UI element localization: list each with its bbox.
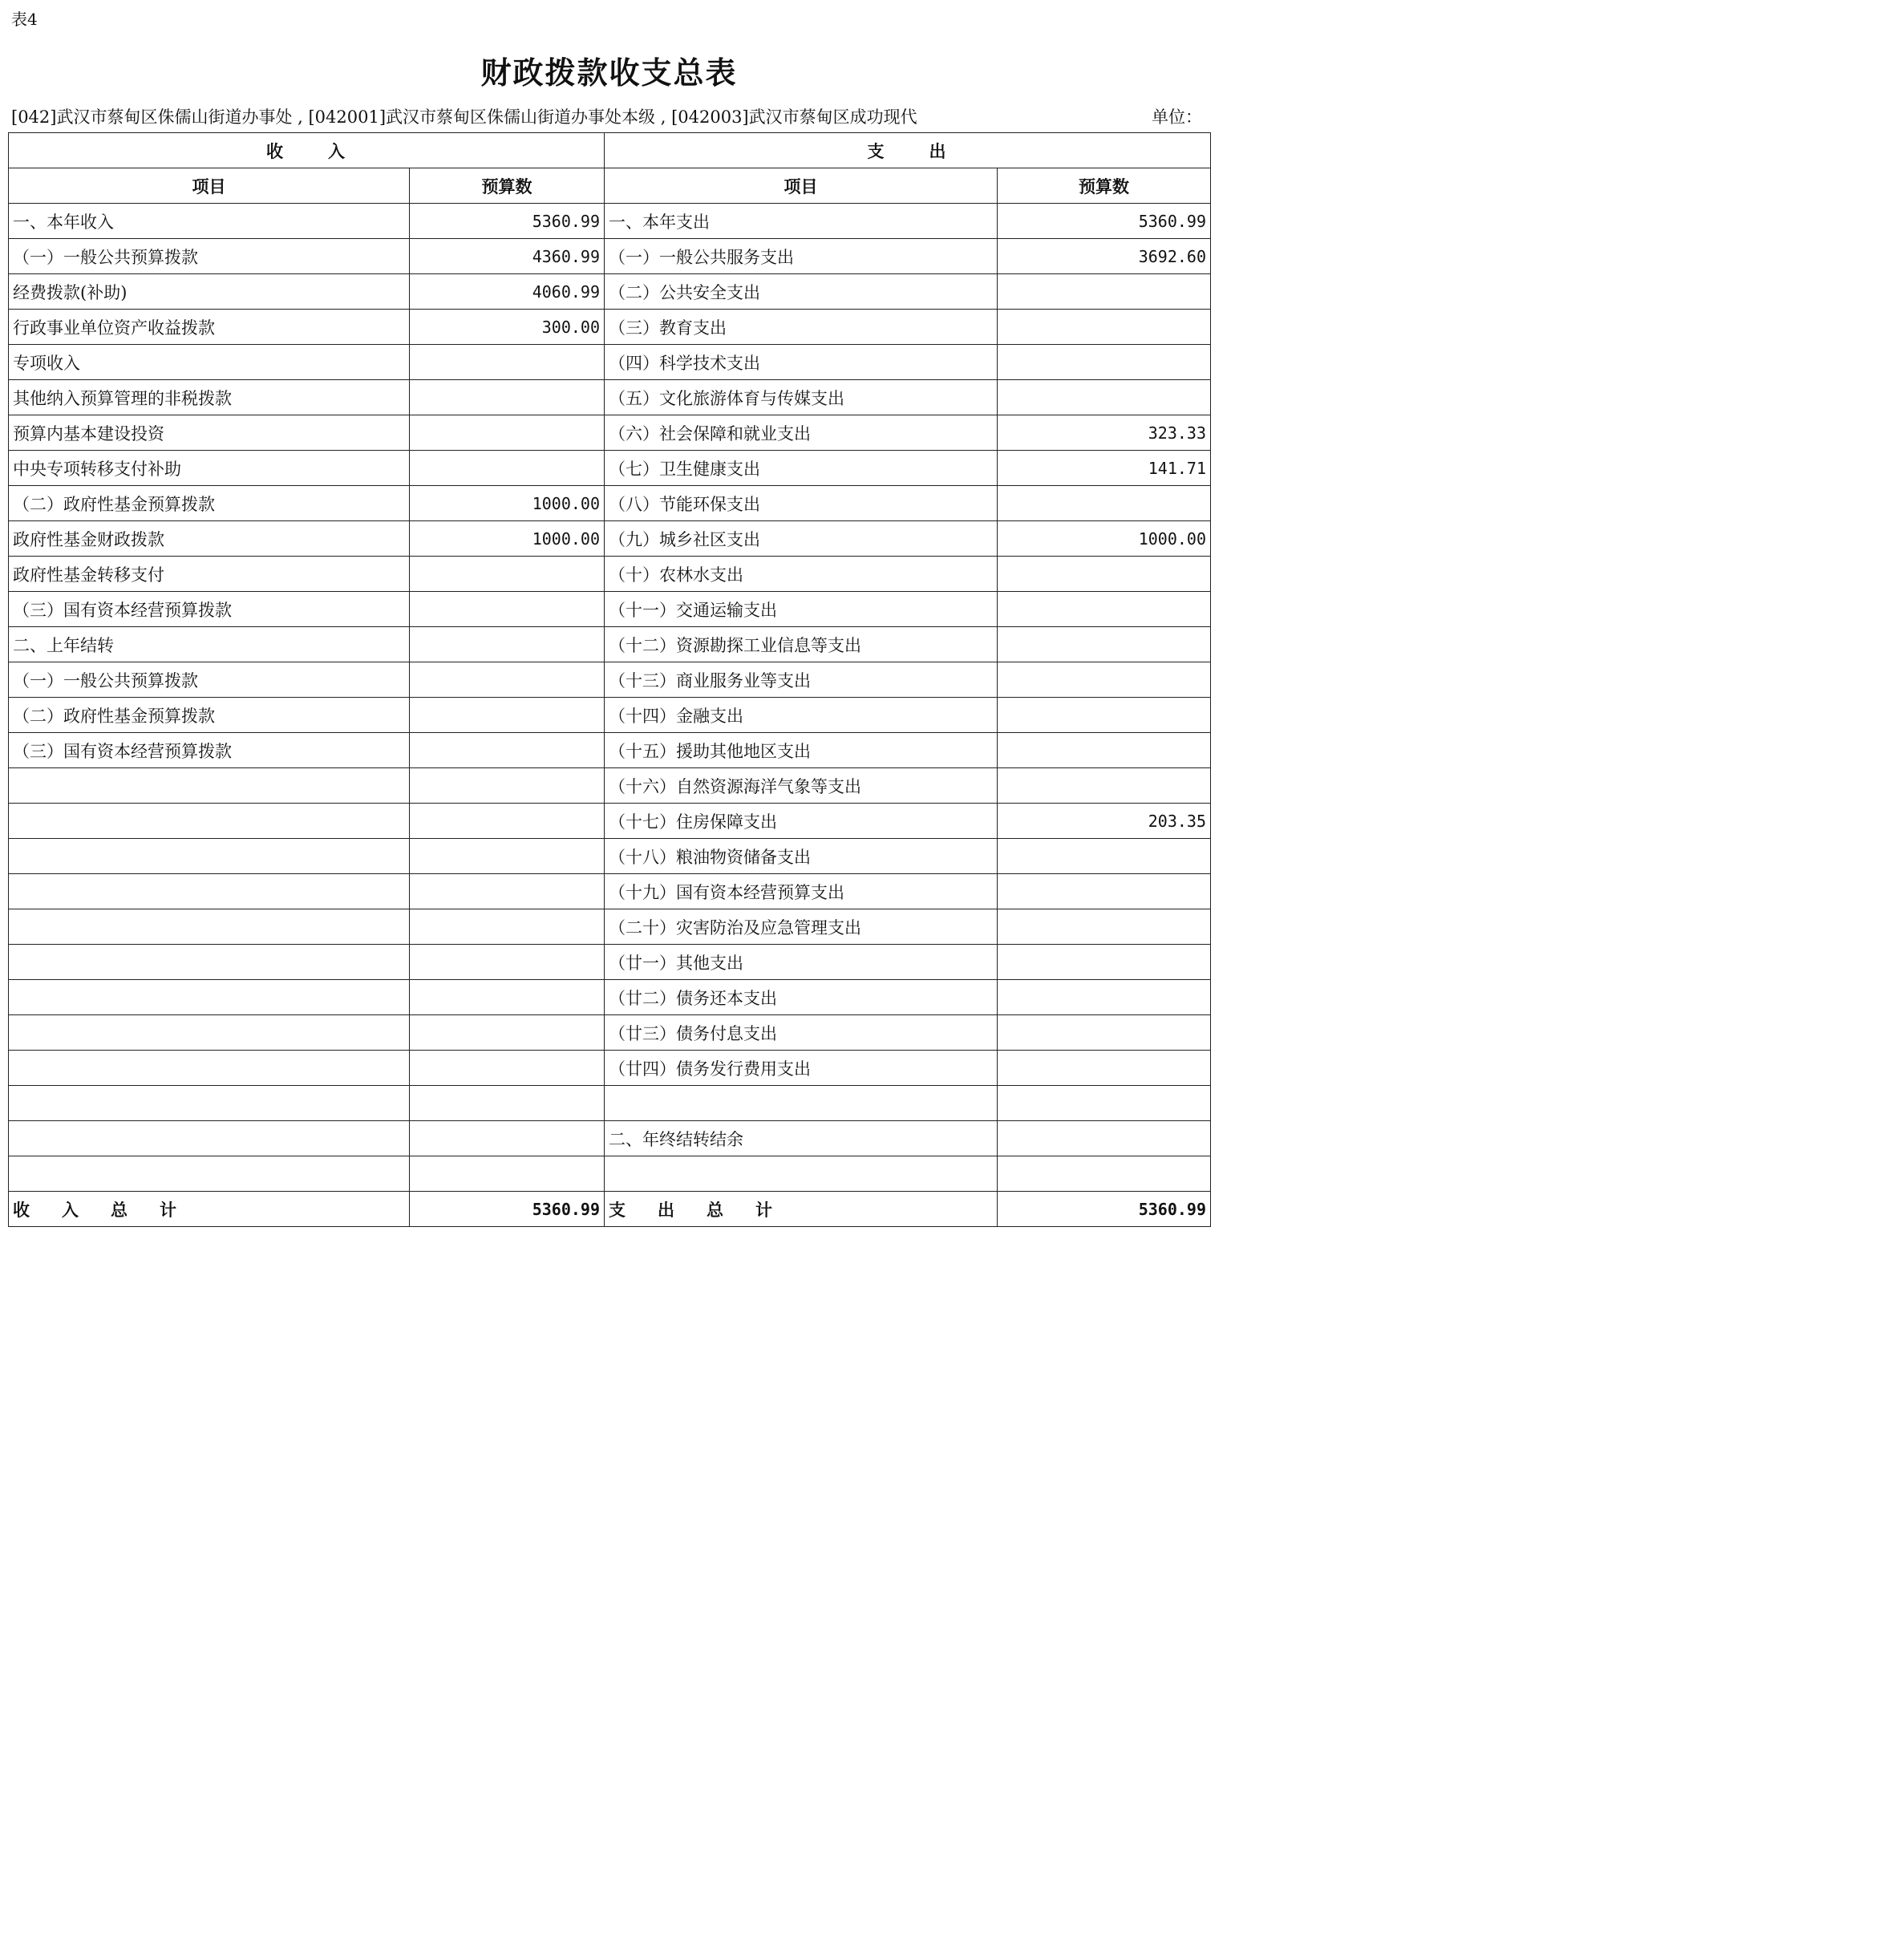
income-item-cell: （一）一般公共预算拨款 (9, 239, 410, 274)
expense-budget-cell (998, 592, 1211, 627)
income-budget-cell (410, 1156, 605, 1192)
expense-item-cell: （七）卫生健康支出 (605, 451, 998, 486)
income-total-value: 5360.99 (410, 1192, 605, 1227)
expense-budget-cell (998, 945, 1211, 980)
income-budget-cell: 4060.99 (410, 274, 605, 310)
expense-budget-cell (998, 557, 1211, 592)
income-budget-cell (410, 945, 605, 980)
unit-label: 单位： (1152, 107, 1202, 127)
expense-item-cell: （十九）国有资本经营预算支出 (605, 874, 998, 909)
expense-item-cell: （八）节能环保支出 (605, 486, 998, 521)
expense-item-cell: （二）公共安全支出 (605, 274, 998, 310)
income-budget-cell (410, 557, 605, 592)
income-budget-cell (410, 627, 605, 662)
expense-budget-cell (998, 1051, 1211, 1086)
income-budget-cell (410, 733, 605, 768)
table-row (9, 1156, 1211, 1192)
table-row (9, 380, 1211, 415)
income-budget-cell (410, 662, 605, 698)
income-item-cell: 其他纳入预算管理的非税拨款 (9, 380, 410, 415)
expense-item-cell: （二十）灾害防治及应急管理支出 (605, 909, 998, 945)
expense-item-cell: （三）教育支出 (605, 310, 998, 345)
section-header-row (9, 133, 1211, 168)
expense-budget-cell (998, 909, 1211, 945)
table-row (9, 662, 1211, 698)
income-item-header: 项目 (9, 168, 410, 204)
table-row (9, 204, 1211, 239)
table-row (9, 839, 1211, 874)
income-item-cell: 二、上年结转 (9, 627, 410, 662)
income-budget-cell: 300.00 (410, 310, 605, 345)
income-item-cell: 专项收入 (9, 345, 410, 380)
expense-item-cell: 二、年终结转结余 (605, 1121, 998, 1156)
income-budget-cell (410, 839, 605, 874)
table-row (9, 1015, 1211, 1051)
expense-item-cell: （十）农林水支出 (605, 557, 998, 592)
income-section-header: 收 入 (9, 133, 605, 168)
expense-budget-header: 预算数 (998, 168, 1211, 204)
income-budget-cell (410, 768, 605, 804)
income-item-cell (9, 1086, 410, 1121)
expense-budget-cell (998, 662, 1211, 698)
expense-item-cell: 一、本年支出 (605, 204, 998, 239)
expense-total-value: 5360.99 (998, 1192, 1211, 1227)
table-row (9, 557, 1211, 592)
expense-budget-cell (998, 1121, 1211, 1156)
expense-budget-cell: 203.35 (998, 804, 1211, 839)
expense-budget-cell (998, 874, 1211, 909)
income-budget-cell: 4360.99 (410, 239, 605, 274)
expense-budget-cell (998, 1156, 1211, 1192)
income-item-cell: 一、本年收入 (9, 204, 410, 239)
expense-budget-cell (998, 627, 1211, 662)
table-row (9, 451, 1211, 486)
income-item-cell (9, 1156, 410, 1192)
income-item-cell: 行政事业单位资产收益拨款 (9, 310, 410, 345)
table-row (9, 768, 1211, 804)
income-item-cell: （二）政府性基金预算拨款 (9, 698, 410, 733)
expense-budget-cell (998, 310, 1211, 345)
income-item-cell: （三）国有资本经营预算拨款 (9, 733, 410, 768)
income-budget-cell (410, 874, 605, 909)
income-item-cell: （三）国有资本经营预算拨款 (9, 592, 410, 627)
expense-budget-cell (998, 839, 1211, 874)
table-row (9, 310, 1211, 345)
expense-item-cell: （十三）商业服务业等支出 (605, 662, 998, 698)
table-row (9, 733, 1211, 768)
income-item-cell: 政府性基金财政拨款 (9, 521, 410, 557)
table-row (9, 698, 1211, 733)
expense-budget-cell (998, 1015, 1211, 1051)
income-budget-cell: 1000.00 (410, 486, 605, 521)
income-budget-cell (410, 1121, 605, 1156)
table-row (9, 945, 1211, 980)
expense-section-header: 支 出 (605, 133, 1211, 168)
income-item-cell (9, 1051, 410, 1086)
income-item-cell: （二）政府性基金预算拨款 (9, 486, 410, 521)
income-total-label: 收 入 总 计 (9, 1192, 410, 1227)
income-item-cell: （一）一般公共预算拨款 (9, 662, 410, 698)
table-row (9, 1051, 1211, 1086)
expense-item-cell (605, 1156, 998, 1192)
income-budget-cell: 1000.00 (410, 521, 605, 557)
page-title: 财政拨款收支总表 (480, 55, 738, 91)
table-number: 表4 (11, 10, 38, 29)
income-budget-cell (410, 909, 605, 945)
table-row (9, 1121, 1211, 1156)
expense-item-cell: （廿四）债务发行费用支出 (605, 1051, 998, 1086)
expense-budget-cell: 3692.60 (998, 239, 1211, 274)
expense-item-cell: （一）一般公共服务支出 (605, 239, 998, 274)
expense-item-cell: （十一）交通运输支出 (605, 592, 998, 627)
expense-item-cell: （四）科学技术支出 (605, 345, 998, 380)
fiscal-table (8, 132, 1211, 1227)
expense-budget-cell (998, 698, 1211, 733)
table-row (9, 909, 1211, 945)
income-budget-cell (410, 1015, 605, 1051)
expense-budget-cell (998, 486, 1211, 521)
expense-item-cell: （廿二）债务还本支出 (605, 980, 998, 1015)
table-row (9, 1086, 1211, 1121)
expense-budget-cell (998, 733, 1211, 768)
expense-budget-cell (998, 768, 1211, 804)
expense-item-cell: （十五）援助其他地区支出 (605, 733, 998, 768)
income-budget-cell: 5360.99 (410, 204, 605, 239)
expense-budget-cell (998, 1086, 1211, 1121)
income-item-cell (9, 945, 410, 980)
table-row (9, 239, 1211, 274)
income-item-cell (9, 1121, 410, 1156)
totals-row (9, 1192, 1211, 1227)
expense-total-label: 支 出 总 计 (605, 1192, 998, 1227)
table-row (9, 874, 1211, 909)
income-budget-cell (410, 345, 605, 380)
income-item-cell (9, 1015, 410, 1051)
table-row (9, 415, 1211, 451)
organization-line: [042]武汉市蔡甸区侏儒山街道办事处 , [042001]武汉市蔡甸区侏儒山街道办事处本级 , [042003]武汉市蔡甸区成功现代 (11, 107, 917, 127)
income-item-cell (9, 909, 410, 945)
table-row (9, 627, 1211, 662)
income-budget-cell (410, 415, 605, 451)
expense-item-cell: （廿三）债务付息支出 (605, 1015, 998, 1051)
income-item-cell: 预算内基本建设投资 (9, 415, 410, 451)
expense-item-cell: （十八）粮油物资储备支出 (605, 839, 998, 874)
income-item-cell: 中央专项转移支付补助 (9, 451, 410, 486)
expense-budget-cell: 141.71 (998, 451, 1211, 486)
expense-budget-cell: 323.33 (998, 415, 1211, 451)
expense-item-cell: （九）城乡社区支出 (605, 521, 998, 557)
income-item-cell (9, 804, 410, 839)
expense-budget-cell: 5360.99 (998, 204, 1211, 239)
table-row (9, 345, 1211, 380)
expense-budget-cell: 1000.00 (998, 521, 1211, 557)
expense-item-header: 项目 (605, 168, 998, 204)
column-header-row (9, 168, 1211, 204)
income-budget-cell (410, 592, 605, 627)
expense-budget-cell (998, 980, 1211, 1015)
income-budget-cell (410, 451, 605, 486)
income-item-cell (9, 980, 410, 1015)
income-item-cell (9, 768, 410, 804)
expense-item-cell: （十四）金融支出 (605, 698, 998, 733)
expense-item-cell: （六）社会保障和就业支出 (605, 415, 998, 451)
expense-budget-cell (998, 274, 1211, 310)
income-budget-cell (410, 380, 605, 415)
expense-item-cell: （五）文化旅游体育与传媒支出 (605, 380, 998, 415)
income-budget-cell (410, 1051, 605, 1086)
income-budget-cell (410, 980, 605, 1015)
income-budget-header: 预算数 (410, 168, 605, 204)
income-item-cell (9, 874, 410, 909)
income-item-cell (9, 839, 410, 874)
table-row (9, 486, 1211, 521)
expense-item-cell: （十六）自然资源海洋气象等支出 (605, 768, 998, 804)
table-row (9, 592, 1211, 627)
expense-item-cell (605, 1086, 998, 1121)
table-row (9, 980, 1211, 1015)
expense-budget-cell (998, 380, 1211, 415)
expense-item-cell: （十二）资源勘探工业信息等支出 (605, 627, 998, 662)
income-budget-cell (410, 698, 605, 733)
expense-budget-cell (998, 345, 1211, 380)
table-row (9, 274, 1211, 310)
expense-item-cell: （十七）住房保障支出 (605, 804, 998, 839)
income-budget-cell (410, 1086, 605, 1121)
income-item-cell: 政府性基金转移支付 (9, 557, 410, 592)
income-item-cell: 经费拨款(补助) (9, 274, 410, 310)
table-row (9, 804, 1211, 839)
table-row (9, 521, 1211, 557)
expense-item-cell: （廿一）其他支出 (605, 945, 998, 980)
income-budget-cell (410, 804, 605, 839)
